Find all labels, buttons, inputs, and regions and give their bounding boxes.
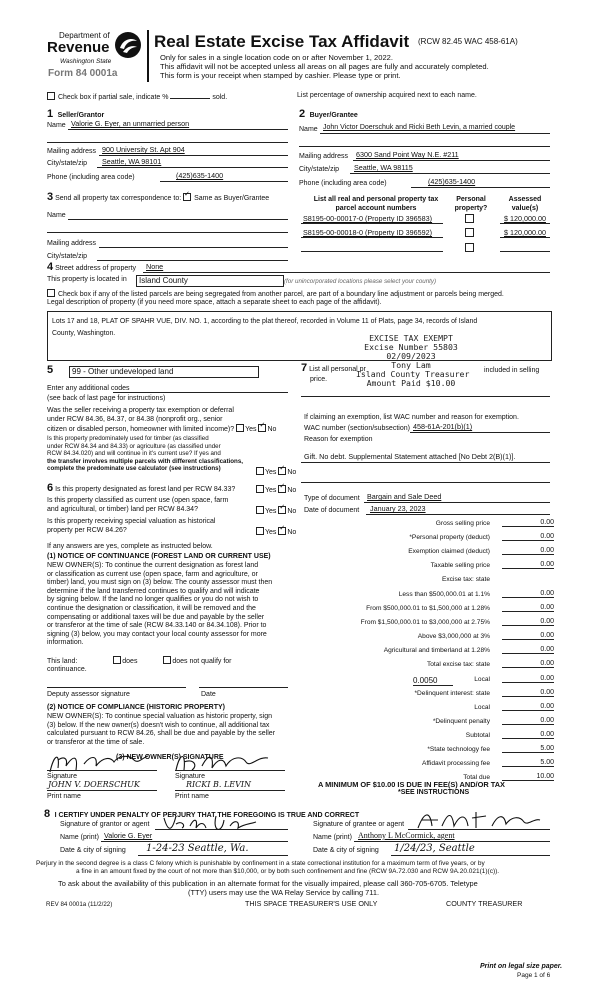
excise-exempt-stamp [356, 333, 470, 388]
doc-date-value: January 23, 2023 [370, 504, 426, 513]
seller-mailing-field[interactable] [99, 155, 288, 156]
price-label: price. [310, 376, 328, 383]
reason-value: Gift. No debt. Supplemental Statement attached [No Debt 2(B)(1)]. [304, 452, 516, 461]
calc-row-value[interactable]: 0.00 [502, 561, 554, 569]
county-select-value: Island County [139, 276, 188, 285]
seller-name-line2[interactable] [47, 142, 288, 143]
wac-value: 458-61A-201(b)(1) [413, 422, 473, 431]
deputy-signature-label: Deputy assessor signature [47, 691, 130, 698]
doc-date-label: Date of document [304, 507, 360, 514]
seller-name-label: Name [47, 122, 66, 129]
buyer-name-line2[interactable] [299, 146, 550, 147]
print-name-1-label: Print name [47, 793, 81, 800]
calc-row [302, 745, 552, 756]
calc-row [302, 547, 552, 558]
buyer-phone-label: Phone (including area code) [299, 180, 387, 187]
parcel-row-2-field[interactable] [301, 237, 443, 238]
seller-name-field[interactable] [68, 129, 288, 130]
buyer-name-field[interactable] [320, 133, 550, 134]
q-forest-land: 6 Is this property designated as forest land per RCW 84.33? [47, 482, 236, 494]
calc-row-value[interactable]: 0.00 [502, 632, 554, 640]
legal-description-box[interactable] [47, 311, 552, 361]
county-select[interactable] [136, 275, 284, 287]
county-note: (for unincorporated locations please select your county) [284, 278, 437, 285]
tax-correspondence-label: Send all property tax correspondence to: [55, 195, 182, 202]
print-name-2-field[interactable] [175, 790, 285, 791]
seller-phone-value: (425)635-1400 [176, 171, 224, 180]
calc-row-label: Above $3,000,000 at 3% [417, 633, 490, 640]
buyer-city-label: City/state/zip [299, 166, 340, 173]
grantor-signature [160, 812, 260, 834]
calc-row-label: Affidavit processing fee [421, 760, 490, 767]
tax-correspondence-row: 3 Send all property tax correspondence to: ✓ Same as Buyer/Grantee [47, 193, 269, 204]
seller-city-field[interactable] [97, 167, 288, 168]
current-use-no-checkbox[interactable] [278, 506, 286, 514]
notice-continuance-line: or transferor at the time of sale (RCW 84.33.140 or 84.34.108). Prior to [47, 622, 267, 630]
exemption-yes-checkbox[interactable] [236, 424, 244, 432]
seller-city-label: City/state/zip [47, 160, 88, 167]
s3-name-label: Name [47, 212, 66, 219]
sig1-label: Signature [47, 773, 77, 780]
parcel-row-1-id: S8195-00-00017-0 (Property ID 396583) [303, 214, 433, 223]
calc-row-label: Excise tax: state [441, 576, 490, 583]
grantee-name-label: Name (print) [313, 834, 352, 841]
calc-row [302, 703, 552, 714]
grantee-date-value: 1/24/23, Seattle [394, 843, 475, 854]
does-qualify-checkbox[interactable] [113, 656, 121, 664]
doc-type-label: Type of document [304, 495, 360, 502]
grantee-date-field[interactable] [391, 855, 550, 856]
grantee-signature [412, 808, 542, 832]
county-treasurer-label: COUNTY TREASURER [446, 899, 523, 908]
new-owner-sig-title: (3) NEW OWNER(S) SIGNATURE [116, 754, 224, 761]
grantor-date-value: 1-24-23 Seattle, Wa. [146, 843, 249, 854]
parcel-row-3-personal-checkbox[interactable] [465, 243, 474, 252]
buyer-phone-value: (425)635-1400 [428, 177, 476, 186]
buyer-name-value: John Victor Doerschuk and Ricki Beth Levin, a married couple [323, 124, 516, 131]
sig2-label: Signature [175, 773, 205, 780]
buyer-city-field[interactable] [350, 173, 550, 174]
wac-label: WAC number (section/subsection) [304, 425, 410, 432]
parcel-row-2-personal-checkbox[interactable] [465, 228, 474, 237]
parcel-row-3-field[interactable] [301, 251, 443, 252]
notice-continuance-line: signing (3) below, you may contact your local county assessor for more [47, 630, 267, 638]
section-5-number: 5 [47, 364, 54, 376]
s3-mailing-field[interactable] [99, 247, 288, 248]
reason-field[interactable] [301, 462, 550, 463]
header-subtitle-3: This form is your receipt when stamped by cashier. Please type or print. [160, 71, 401, 80]
continuance-label: continuance. [47, 666, 87, 673]
calc-row [302, 575, 552, 586]
seller-name-value: Valorie G. Eyer, an unmarried person [71, 119, 190, 128]
notice-continuance-line: information. [47, 639, 84, 647]
new-owner-printed-1: JOHN V. DOERSCHUK [48, 780, 140, 789]
grantor-name-value: Valorie G. Eyer [104, 831, 153, 840]
page-number: Page 1 of 6 [517, 972, 551, 979]
notice-continuance-text [47, 562, 272, 648]
wac-field[interactable] [410, 432, 550, 433]
buyer-city-value: Seattle, WA 98115 [354, 163, 413, 172]
print-name-2-label: Print name [175, 793, 209, 800]
calc-row-label: Total due [463, 774, 490, 781]
timber-no-checkbox[interactable] [278, 467, 286, 475]
calc-row [302, 717, 552, 728]
land-use-code-select[interactable] [69, 366, 259, 378]
current-use-yes-no: Yes ✓ No [256, 506, 296, 517]
buyer-heading: 2 Buyer/Grantee [299, 108, 358, 120]
deputy-date-field[interactable] [199, 687, 288, 688]
doc-date-field[interactable] [366, 514, 550, 515]
calc-row-value[interactable]: 0.00 [502, 731, 554, 739]
calc-row [302, 646, 552, 657]
grantee-date-label: Date & city of signing [313, 847, 379, 854]
notice-compliance-line: (3) below. If the new owner(s) doesn't wish to continue, all additional tax [47, 721, 270, 729]
exemption-no-checkbox[interactable] [258, 424, 266, 432]
notice-continuance-line: continue the designation or classification, it will be removed and the [47, 604, 256, 612]
stamp-line-4: Tony Lam [391, 360, 431, 370]
q-historic: Is this property receiving special valuation as historical property per RCW 84.26? [47, 518, 216, 534]
historic-no-checkbox[interactable] [278, 527, 286, 535]
perjury-line-1: Perjury in the second degree is a class C felony which is punishable by confinement in a state correctional institution for a maximum term of five years, or by [36, 860, 485, 867]
legal-desc-label: Legal description of property (if you need more space, attach a separate sheet to each page of the affidavit). [47, 299, 382, 306]
grantee-name-value: Anthony L McCormick, agent [358, 831, 455, 840]
calc-row-label: *Personal property (deduct) [409, 534, 490, 541]
notice-continuance-line: or classification as current use (open space, farm and agriculture, or [47, 570, 258, 578]
calc-row-label: Agricultural and timberland at 1.28% [383, 647, 490, 654]
street-address-row: 4 Street address of property [47, 261, 137, 273]
state-label: Washington State [60, 58, 112, 65]
additional-codes-field[interactable] [113, 392, 288, 393]
revenue-logo-text: Revenue [47, 39, 110, 56]
s3-city-field[interactable] [97, 260, 288, 261]
parcel-col-header-2: Personal property? [454, 196, 488, 212]
form-rcw: (RCW 82.45 WAC 458-61A) [418, 37, 518, 46]
calc-row-value[interactable]: 0.00 [502, 646, 554, 654]
s3-mailing-label: Mailing address [47, 240, 97, 247]
partial-sale-label: Check box if partial sale, indicate % [57, 94, 169, 101]
calc-row-value[interactable]: 0.00 [502, 717, 554, 725]
calc-row-value[interactable]: 5.00 [502, 759, 554, 767]
form-number: Form 84 0001a [48, 68, 118, 79]
personal-property-included: included in selling [484, 367, 540, 374]
partial-sale-checkbox[interactable] [47, 92, 55, 100]
notice-continuance-line: by signing below. If the land no longer qualifies or you do not wish to [47, 596, 259, 604]
calc-row-value[interactable]: 0.00 [502, 533, 554, 541]
calc-row [302, 731, 552, 742]
calc-row [302, 759, 552, 770]
q-exemption-deferral: Was the seller receiving a property tax exemption or deferral under RCW 84.36, 84.37, or 84.38 (nonprofit org., senior citizen or disabled person, homeowner with limited income)? Yes ✓ No [47, 407, 276, 435]
buyer-name-label: Name [299, 126, 318, 133]
deputy-signature-field[interactable] [47, 687, 186, 688]
calc-row-label: Exemption claimed (deduct) [408, 548, 490, 555]
grantor-sig-label: Signature of grantor or agent [60, 821, 150, 828]
buyer-mailing-field[interactable] [353, 160, 550, 161]
partial-sold-label: sold. [212, 94, 228, 101]
calc-row-label: Less than $500,000.01 at 1.1% [398, 591, 490, 598]
calc-row-value[interactable]: 0.00 [502, 660, 554, 668]
calc-row [302, 561, 552, 572]
calc-row [302, 590, 552, 601]
s3-name-line2[interactable] [47, 232, 288, 233]
grantee-name-field[interactable] [354, 841, 550, 842]
stamp-line-2: Excise Number 55803 [364, 342, 458, 352]
calc-row [302, 604, 552, 615]
local-rate: 0.0050 [413, 676, 453, 686]
parcel-row-2-value: $ 120,000.00 [504, 228, 546, 237]
ownership-pct-note: List percentage of ownership acquired next to each name. [297, 92, 477, 99]
calc-row [302, 618, 552, 629]
seller-phone-field[interactable] [160, 181, 288, 182]
calc-row-value[interactable]: 0.00 [502, 703, 554, 711]
calc-row-value[interactable]: 0.00 [502, 547, 554, 555]
calc-row [302, 689, 552, 700]
certify-heading: 8 I CERTIFY UNDER PENALTY OF PERJURY THAT THE FOREGOING IS TRUE AND CORRECT [44, 808, 360, 820]
stamp-line-3: 02/09/2023 [386, 351, 436, 361]
legal-desc-line-1: Lots 17 and 18, PLAT OF SPAHR VUE, DIV. NO. 1, according to the plat thereof, recorded in Volume 11 of Plats, page 34, records of Island [52, 318, 478, 325]
notice-compliance-text [47, 713, 275, 747]
parcel-row-2-id: S8195-00-00018-0 (Property ID 396592) [303, 228, 433, 237]
personal-property-field[interactable] [301, 396, 550, 397]
calc-row-label: Gross selling price [435, 520, 490, 527]
personal-property-row: 7 List all personal pr [301, 362, 366, 374]
calc-row-value[interactable]: 0.00 [502, 675, 554, 683]
street-address-value: None [146, 262, 164, 271]
partial-pct-field[interactable] [170, 98, 210, 99]
calc-row-value[interactable]: 0.00 [502, 689, 554, 697]
alt-format-line-1: To ask about the availability of this publication in an alternate format for the visually impaired, please call 360-705-6705. Teletype [58, 879, 478, 888]
located-in-label: This property is located in [47, 276, 127, 283]
alt-format-line-2: (TTY) users may use the WA Relay Service by calling 711. [188, 888, 379, 897]
calc-row-label: *Delinquent interest: state [414, 690, 490, 697]
header-subtitle-1: Only for sales in a single location code on or after November 1, 2022. [160, 53, 394, 62]
calc-row-value[interactable]: 0.00 [502, 618, 554, 626]
new-owner-signature-2 [172, 748, 272, 776]
grantee-sig-label: Signature of grantee or agent [313, 821, 405, 828]
grantor-name-field[interactable] [101, 841, 288, 842]
parcel-row-2-value-field[interactable] [500, 237, 550, 238]
seller-phone-label: Phone (including area code) [47, 174, 135, 181]
parcel-col-header-1: List all real and personal property tax parcel account numbers [313, 196, 439, 212]
this-land-row: This land: does does not qualify for [47, 658, 232, 665]
seller-city-value: Seattle, WA 98101 [102, 157, 162, 166]
new-owner-printed-2: RICKI B. LEVIN [186, 780, 252, 789]
notice-continuance-line: compensating or additional taxes will be due and payable by the seller [47, 613, 265, 621]
forest-yes-no: Yes ✓ No [256, 485, 296, 496]
form-title: Real Estate Excise Tax Affidavit [154, 32, 410, 51]
print-name-1-field[interactable] [47, 790, 157, 791]
buyer-mailing-value: 6300 Sand Point Way N.E. #211 [356, 150, 459, 159]
calc-row-value[interactable]: 10.00 [502, 773, 554, 781]
see-instructions-note: *SEE INSTRUCTIONS [398, 789, 470, 796]
reason-field-2[interactable] [301, 482, 550, 483]
calc-row-value[interactable]: 5.00 [502, 745, 554, 753]
legal-paper-note: Print on legal size paper. [480, 963, 563, 970]
doc-type-field[interactable] [364, 502, 550, 503]
calc-row [302, 519, 552, 530]
historic-yes-no: Yes ✓ No [256, 527, 296, 538]
stamp-line-6: Amount Paid $10.00 [366, 378, 456, 388]
parcel-col-header-3: Assessed value(s) [508, 196, 542, 212]
historic-yes-checkbox[interactable] [256, 527, 264, 535]
calc-row-label: From $1,500,000.01 to $3,000,000 at 2.75% [360, 619, 490, 626]
partial-sale-row [47, 92, 227, 103]
perjury-line-2: a fine in an amount fixed by the court of not more than $10,000, or by both such confinement and fine (RCW 9A.72.030 and RCW 9A.20.021(1)(c)). [76, 868, 500, 875]
new-owner-sig-1-field[interactable] [47, 770, 157, 771]
calc-row-label: Subtotal [465, 732, 490, 739]
grantor-date-field[interactable] [138, 855, 288, 856]
if-yes-note: If any answers are yes, complete as instructed below. [47, 543, 213, 550]
calc-row-label: Local [474, 704, 490, 711]
seller-heading: 1 Seller/Grantor [47, 108, 105, 120]
seller-mailing-value: 900 University St. Apt 904 [102, 145, 185, 154]
calc-row-value[interactable]: 0.00 [502, 590, 554, 598]
calc-row-label: Local [474, 676, 490, 683]
timber-yes-checkbox[interactable] [256, 467, 264, 475]
stamp-line-1: EXCISE TAX EXEMPT [369, 333, 453, 343]
notice-compliance-line: calculated pursuant to RCW 84.26, shall be due and payable by the seller [47, 730, 276, 738]
same-as-buyer-label: Same as Buyer/Grantee [194, 195, 270, 202]
notice-compliance-line: NEW OWNER(S): To continue special valuation as historic property, sign [47, 713, 272, 720]
notice-continuance-line: determine if the land transferred continues to qualify and will indicate [47, 587, 260, 595]
buyer-mailing-label: Mailing address [299, 153, 349, 160]
calc-row-value[interactable]: 0.00 [502, 519, 554, 527]
legal-desc-line-2: County, Washington. [52, 330, 116, 337]
new-owner-sig-2-field[interactable] [175, 770, 285, 771]
segregation-checkbox[interactable] [47, 289, 55, 297]
timber-yes-no: Yes ✓ No [256, 467, 296, 478]
forest-yes-checkbox[interactable] [256, 485, 264, 493]
notice-continuance-line: timber) land, you must sign on (3) below. The county assessor must then [47, 579, 273, 587]
calc-row-value[interactable]: 0.00 [502, 604, 554, 612]
header-subtitle-2: This affidavit will not be accepted unless all areas on all pages are fully and accurately completed. [160, 62, 489, 71]
header-divider [147, 30, 149, 82]
additional-codes-label: Enter any additional codes [47, 385, 130, 392]
land-use-code-value: 99 - Other undeveloped land [72, 367, 174, 376]
q-timber-agriculture: Is this property predominately used for timber (as classified under RCW 84.34 and 84.33) or agriculture (as classified under RCW 84.34.020) and will continue in it's current use? If yes and the transfer involves multiple parcels with different classifications, complete the predominate use calculator (see instructions) [47, 435, 243, 473]
notice-continuance-line: NEW OWNER(S): To continue the current designation as forest land [47, 562, 259, 569]
revision-label: REV 84 0001a (11/2/22) [46, 901, 113, 908]
parcel-row-1-field[interactable] [301, 223, 443, 224]
calc-row [302, 632, 552, 643]
department-label: Department of [59, 31, 110, 40]
q-current-use: Is this property classified as current use (open space, farm and agricultural, or timber) land per RCW 84.34? [47, 497, 229, 513]
notice-continuance-title: (1) NOTICE OF CONTINUANCE (FOREST LAND OR CURRENT USE) [47, 553, 271, 560]
notice-compliance-line: or transferor at the time of sale. [47, 738, 145, 746]
calc-row-label: *State technology fee [427, 746, 490, 753]
parcel-row-1-value: $ 120,000.00 [504, 214, 546, 223]
calc-row [302, 660, 552, 671]
parcel-row-1-value-field[interactable] [500, 223, 550, 224]
stamp-line-5: Island County Treasurer [356, 369, 470, 379]
forest-no-checkbox[interactable] [278, 485, 286, 493]
calc-row [302, 533, 552, 544]
notice-compliance-title: (2) NOTICE OF COMPLIANCE (HISTORIC PROPERTY) [47, 704, 225, 711]
grantor-date-label: Date & city of signing [60, 847, 126, 854]
does-not-qualify-checkbox[interactable] [163, 656, 171, 664]
reason-label: Reason for exemption [304, 436, 373, 443]
current-use-yes-checkbox[interactable] [256, 506, 264, 514]
buyer-phone-field[interactable] [411, 187, 550, 188]
exemption-claim-label: If claiming an exemption, list WAC number and reason for exemption. [304, 414, 519, 421]
see-back-note: (see back of last page for instructions) [47, 395, 166, 402]
calc-row-label: *Delinquent penalty [432, 718, 490, 725]
parcel-row-1-personal-checkbox[interactable] [465, 214, 474, 223]
revenue-logo-icon [114, 31, 142, 59]
calc-row-label: Total excise tax: state [426, 661, 490, 668]
calc-row-label: From $500,000.01 to $1,500,000 at 1.28% [366, 605, 490, 612]
seller-mailing-label: Mailing address [47, 148, 97, 155]
minimum-due-note: A MINIMUM OF $10.00 IS DUE IN FEE(S) AND/OR TAX [318, 780, 505, 789]
s3-name-field[interactable] [68, 219, 288, 220]
same-as-buyer-checkbox[interactable] [183, 193, 191, 201]
segregation-row: Check box if any of the listed parcels are being segregated from another parcel, are part of a boundary line adjustment or parcels being merged. [47, 289, 504, 300]
grantor-name-label: Name (print) [60, 834, 99, 841]
street-address-field[interactable] [143, 272, 550, 273]
doc-type-value: Bargain and Sale Deed [367, 492, 442, 501]
parcel-row-3-value-field[interactable] [500, 251, 550, 252]
s3-city-label: City/state/zip [47, 253, 88, 260]
calc-row-label: Taxable selling price [430, 562, 490, 569]
deputy-date-label: Date [201, 691, 216, 698]
treasurer-use-label: THIS SPACE TREASURER'S USE ONLY [245, 899, 378, 908]
